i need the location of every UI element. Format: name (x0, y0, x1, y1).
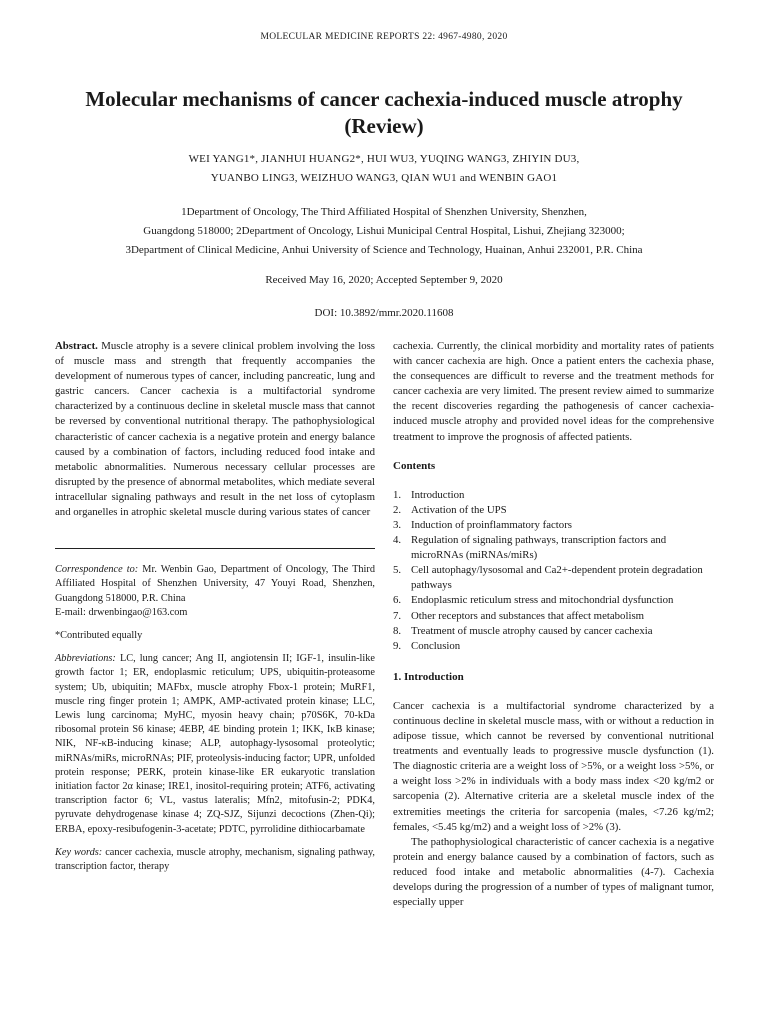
keywords (55, 846, 375, 874)
toc-item[interactable]: 1. Introduction (393, 488, 465, 501)
abstract-text: Muscle atrophy is a severe clinical problem involving the loss of muscle mass and strength that frequently accompanies the development of numerous types of cancer, including pancreatic, lung and gastric cancers. Cancer cachexia is a multifactorial syndrome characterized by a continuous decline in skeletal muscle mass that cannot be reversed by conventional nutritional therapy. The pathophysiological characteristic of cancer cachexia is a negative protein and energy balance caused by a combination of factors, including reduced food intake and metabolic abnormalities. Numerous necessary cellular processes are disrupted by the presence of abnormal metabolites, which mediate several intracellular signaling pathways and result in the net loss of cytoplasm and organelles in atrophic skeletal muscle during various states of cancer (55, 340, 376, 519)
correspondence (55, 563, 375, 606)
toc-item[interactable]: 3. Induction of proinflammatory factors (393, 518, 573, 531)
toc-item[interactable]: 5. Cell autophagy/lysosomal and Ca2+-dependent protein degradation pathways (393, 564, 703, 592)
toc-item[interactable]: 4. Regulation of signaling pathways, transcription factors and microRNAs (miRNAs/miRs) (393, 534, 667, 562)
left-column (55, 339, 375, 874)
toc-item[interactable]: 7. Other receptors and substances that affect metabolism (393, 609, 645, 622)
authors-line-1: WEI YANG1*, JIANHUI HUANG2*, HUI WU3, YUQING WANG3, ZHIYIN DU3, (188, 153, 580, 165)
right-column (393, 339, 714, 910)
toc-item[interactable]: 9. Conclusion (393, 639, 461, 652)
abbreviations (55, 652, 375, 837)
correspondence-email[interactable]: E-mail: drwenbingao@163.com (55, 606, 188, 618)
toc-item[interactable]: 8. Treatment of muscle atrophy caused by cancer cachexia (393, 624, 653, 637)
affiliation-line: 3Department of Clinical Medicine, Anhui University of Science and Technology, Huainan, Anhui 232001, P.R. China (125, 244, 643, 256)
journal-header: MOLECULAR MEDICINE REPORTS 22: 4967-4980, 2020 (260, 32, 508, 42)
correspondence-text: Mr. Wenbin Gao, Department of Oncology, The Third Affiliated Hospital of Shenzhen University, 47 Youyi Road, Shenzhen, Guangdong 518000, P.R. China (55, 564, 375, 604)
keywords-text: cancer cachexia, muscle atrophy, mechanism, signaling pathway, transcription factor, therapy (55, 846, 376, 872)
correspondence-label: Correspondence to: (55, 564, 139, 576)
abbreviations-label: Abbreviations: (55, 653, 116, 665)
section-heading-introduction: 1. Introduction (393, 670, 464, 683)
toc-item[interactable]: 6. Endoplasmic reticulum stress and mitochondrial dysfunction (393, 594, 674, 607)
introduction-paragraph-2: The pathophysiological characteristic of cancer cachexia is a negative protein and energy balance caused by a combination of factors, such as reduced food intake and metabolic abnormalities (4-7). Cachexia develops during the progression of a number of types of malignant tumor, especially upper (393, 835, 714, 909)
introduction-paragraph-1: Cancer cachexia is a multifactorial syndrome characterized by a continuous decline in skeletal muscle mass, with or without a reduction in adipose tissue, which cannot be reversed by conventional nutritional treatments and eventually leads to progressive muscle dysfunction (1). The diagnostic criteria are a weight loss of >5%, or a weight loss >5%, or a weight loss >2% in individuals with a body mass index <20 kg/m2 or sarcopenia (2). Alternative criteria are a skeletal muscle index of the extremities meetings the criteria for sarcopenia (males, <7.26 kg/m2; females, <5.45 kg/m2) and a weight loss of >2% (3). (393, 699, 714, 833)
author-list (100, 150, 668, 188)
doi-link[interactable]: DOI: 10.3892/mmr.2020.11608 (314, 307, 454, 319)
keywords-label: Key words: (55, 846, 103, 858)
contents-heading: Contents (393, 459, 436, 472)
abbreviations-text: LC, lung cancer; Ang II, angiotensin II; IGF-1, insulin-like growth factor 1; ER, endoplasmic reticulum; UPS, ubiquitin-proteasome system; Ub, ubiquitin; MAFbx, muscle atrophy Fbox-1 protein; MuRF1, muscle ring finger protein 1; AMPK, AMP-activated protein kinase; LLC, Lewis lung carcinoma; MyHC, myosin heavy chain; p70S6K, 70-kDa ribosomal protein S6 kinase; 4EBP, 4E binding protein 1; IKK, IκB kinase; NIK, NF-κB-inducing kinase; ALP, autophagy-lysosomal proteolytic; miRNAs/miRs, microRNAs; PIF, proteolysis-inducing factor; UPR, unfolded protein response; PERK, protein kinase-like ER eukaryotic translation initiation factor 2α kinase; IRE1, inositol-requiring protein; ATF6, activating transcription factor 6; VL, vastus lateralis; Mfn2, mitofusin-2; PDK4, pyruvate dehydrogenase kinase 4; ZQ-SJZ, Sijunzi decoctions (Zhen-Qi); ERBA, epoxy-resibufogenin-3-acetate; PDTC, pyrrolidine dithiocarbamate (55, 653, 375, 835)
abstract (55, 339, 375, 520)
footnotes (55, 563, 375, 874)
affiliation-line: Guangdong 518000; 2Department of Oncology, Lishui Municipal Central Hospital, Lishui, Zhejiang 323000; (143, 225, 625, 237)
table-of-contents (393, 488, 714, 654)
toc-item[interactable]: 2. Activation of the UPS (393, 503, 507, 516)
received-accepted-dates: Received May 16, 2020; Accepted September 9, 2020 (265, 274, 503, 286)
authors-line-2: YUANBO LING3, WEIZHUO WANG3, QIAN WU1 and WENBIN GAO1 (210, 172, 558, 184)
abstract-continued: cachexia. Currently, the clinical morbidity and mortality rates of patients with cancer cachexia are high. Once a patient enters the cachexia phase, the consequences are difficult to reverse and the treatment methods for cancer cachexia are very limited. The present review aimed to summarize the recent discoveries regarding the pathogenesis of cancer cachexia-induced muscle atrophy and provided novel ideas for the comprehensive treatment to improve the prognosis of affected patients. (393, 340, 714, 443)
article-title: Molecular mechanisms of cancer cachexia-induced muscle atrophy (Review) (85, 87, 683, 138)
affiliations (60, 203, 708, 260)
affiliation-line: 1Department of Oncology, The Third Affiliated Hospital of Shenzhen University, Shenzhen, (181, 206, 587, 218)
abstract-label: Abstract. (55, 340, 98, 352)
footnote-divider (55, 548, 375, 549)
contributed-note: *Contributed equally (55, 629, 143, 641)
